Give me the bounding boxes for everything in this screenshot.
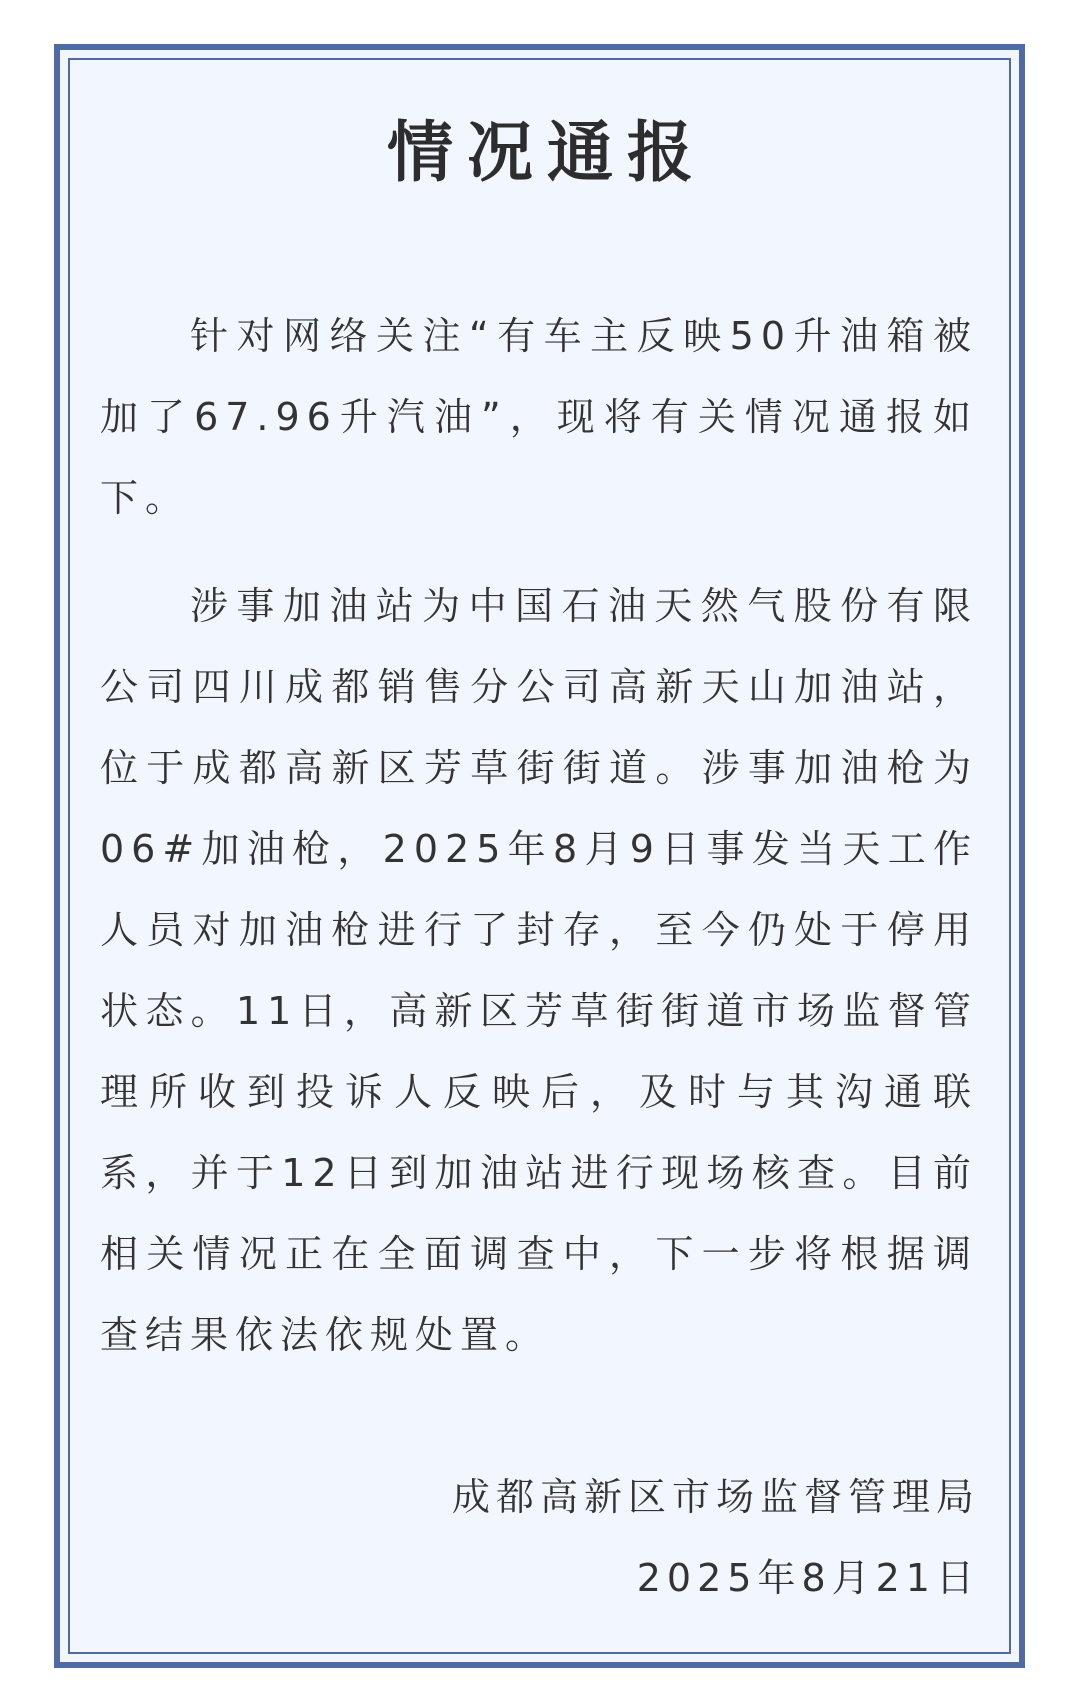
notice-body xyxy=(100,296,978,1376)
issue-date: 2025年8月21日 xyxy=(636,1556,980,1600)
notice-signature xyxy=(451,1457,980,1619)
notice-paragraph-1: 针对网络关注“有车主反映50升油箱被加了67.96升汽油”，现将有关情况通报如下。 xyxy=(100,314,978,520)
issuer-name: 成都高新区市场监督管理局 xyxy=(451,1475,980,1519)
notice-title: 情况通报 xyxy=(387,114,707,191)
notice-paragraph-2: 涉事加油站为中国石油天然气股份有限公司四川成都销售分公司高新天山加油站，位于成都高新区芳草街街道。涉事加油枪为06#加油枪，2025年8月9日事发当天工作人员对加油枪进行了封存，至今仍处于停用状态。11日，高新区芳草街街道市场监督管理所收到投诉人反映后，及时与其沟通联系，并于12日到加油站进行现场核查。目前相关情况正在全面调查中，下一步将根据调查结果依法依规处置。 xyxy=(100,584,978,1357)
